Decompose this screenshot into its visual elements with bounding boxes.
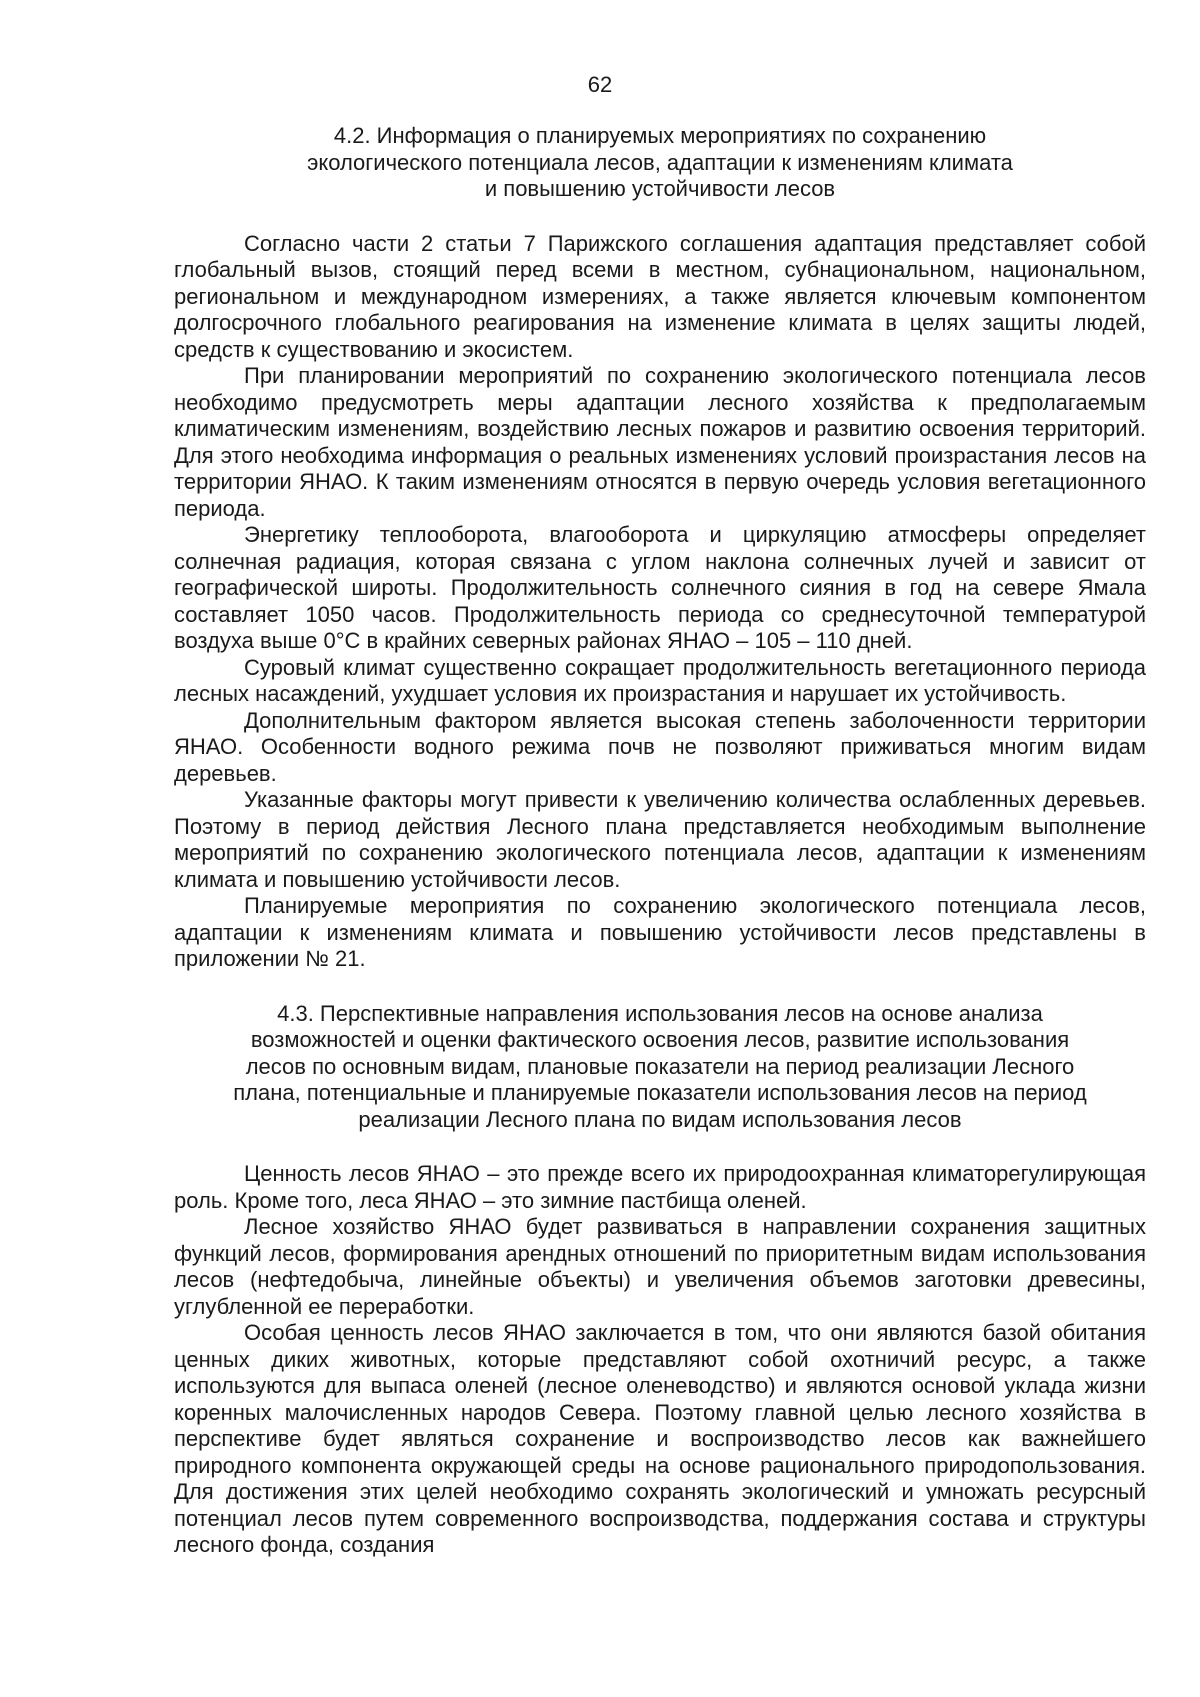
section-gap [174,973,1146,1001]
heading-line: реализации Лесного плана по видам использования лесов [358,1106,962,1132]
paragraph: Планируемые мероприятия по сохранению экологического потенциала лесов, адаптации к изменениям климата и повышению устойчивости лесов представлены в приложении № 21. [174,893,1146,971]
heading-line: и повышению устойчивости лесов [484,176,836,201]
paragraph: Лесное хозяйство ЯНАО будет развиваться в направлении сохранения защитных функций лесов, формирования арендных отношений по приоритетным видам использования лесов (нефтедобыча, линейные объекты) и увеличения объемов заготовки древесины, углубленной ее переработки. [174,1214,1146,1319]
heading-line: 4.3. Перспективные направления использования лесов на основе анализа [277,1000,1043,1026]
heading-line: лесов по основным видам, плановые показатели на период реализации Лесного [245,1053,1075,1079]
section-heading-4-2 [192,123,1128,203]
heading-line: экологического потенциала лесов, адаптации к изменениям климата [307,149,1013,175]
page-content [174,123,1146,1559]
paragraph: Энергетику теплооборота, влагооборота и циркуляцию атмосферы определяет солнечная радиация, которая связана с углом наклона солнечных лучей и зависит от географической широты. Продолжительность солнечного сияния в год на севере Ямала составляет 1050 часов. Продолжительность периода со среднесуточной температурой воздуха выше 0°С в крайних северных районах ЯНАО – 105 – 110 дней. [174,522,1146,653]
heading-line: возможностей и оценки фактического освоения лесов, развитие использования [250,1027,1070,1052]
page-number: 62 [587,72,613,97]
paragraph: Особая ценность лесов ЯНАО заключается в том, что они являются базой обитания ценных диких животных, которые представляют собой охотничий ресурс, а также используются для выпаса оленей (лесное оленеводство) и являются основой уклада жизни коренных малочисленных народов Севера. Поэтому главной целью лесного хозяйства в перспективе будет являться сохранение и воспроизводство лесов как важнейшего природного компонента окружающей среды на основе рационального природопользования. Для достижения этих целей необходимо сохранять экологический и умножать ресурсный потенциал лесов путем современного воспроизводства, поддержания состава и структуры лесного фонда, создания [174,1320,1146,1557]
paragraph: Ценность лесов ЯНАО – это прежде всего их природоохранная климаторегулирующая роль. Кроме того, леса ЯНАО – это зимние пастбища оленей. [174,1161,1146,1213]
paragraph: Дополнительным фактором является высокая степень заболоченности территории ЯНАО. Особенности водного режима почв не позволяют приживаться многим видам деревьев. [174,707,1146,786]
heading-line: 4.2. Информация о планируемых мероприятиях по сохранению [333,123,987,148]
paragraph: Указанные факторы могут привести к увеличению количества ослабленных деревьев. Поэтому в период действия Лесного плана представляется необходимым выполнение мероприятий по сохранению экологического потенциала лесов, адаптации к изменениям климата и повышению устойчивости лесов. [174,787,1146,892]
heading-line: плана, потенциальные и планируемые показатели использования лесов на период [233,1080,1087,1105]
paragraph: При планировании мероприятий по сохранению экологического потенциала лесов необходимо предусмотреть меры адаптации лесного хозяйства к предполагаемым климатическим изменениям, воздействию лесных пожаров и развитию освоения территорий. Для этого необходима информация о реальных изменениях условий произрастания лесов на территории ЯНАО. К таким изменениям относятся в первую очередь условия вегетационного периода. [174,363,1146,521]
paragraph: Суровый климат существенно сокращает продолжительность вегетационного периода лесных насаждений, ухудшает условия их произрастания и нарушает их устойчивость. [174,654,1146,706]
section-heading-4-3 [184,1001,1136,1134]
paragraph: Согласно части 2 статьи 7 Парижского соглашения адаптация представляет собой глобальный вызов, стоящий перед всеми в местном, субнациональном, национальном, региональном и международном измерениях, а также является ключевым компонентом долгосрочного глобального реагирования на изменение климата в целях защиты людей, средств к существованию и экосистем. [174,230,1146,362]
